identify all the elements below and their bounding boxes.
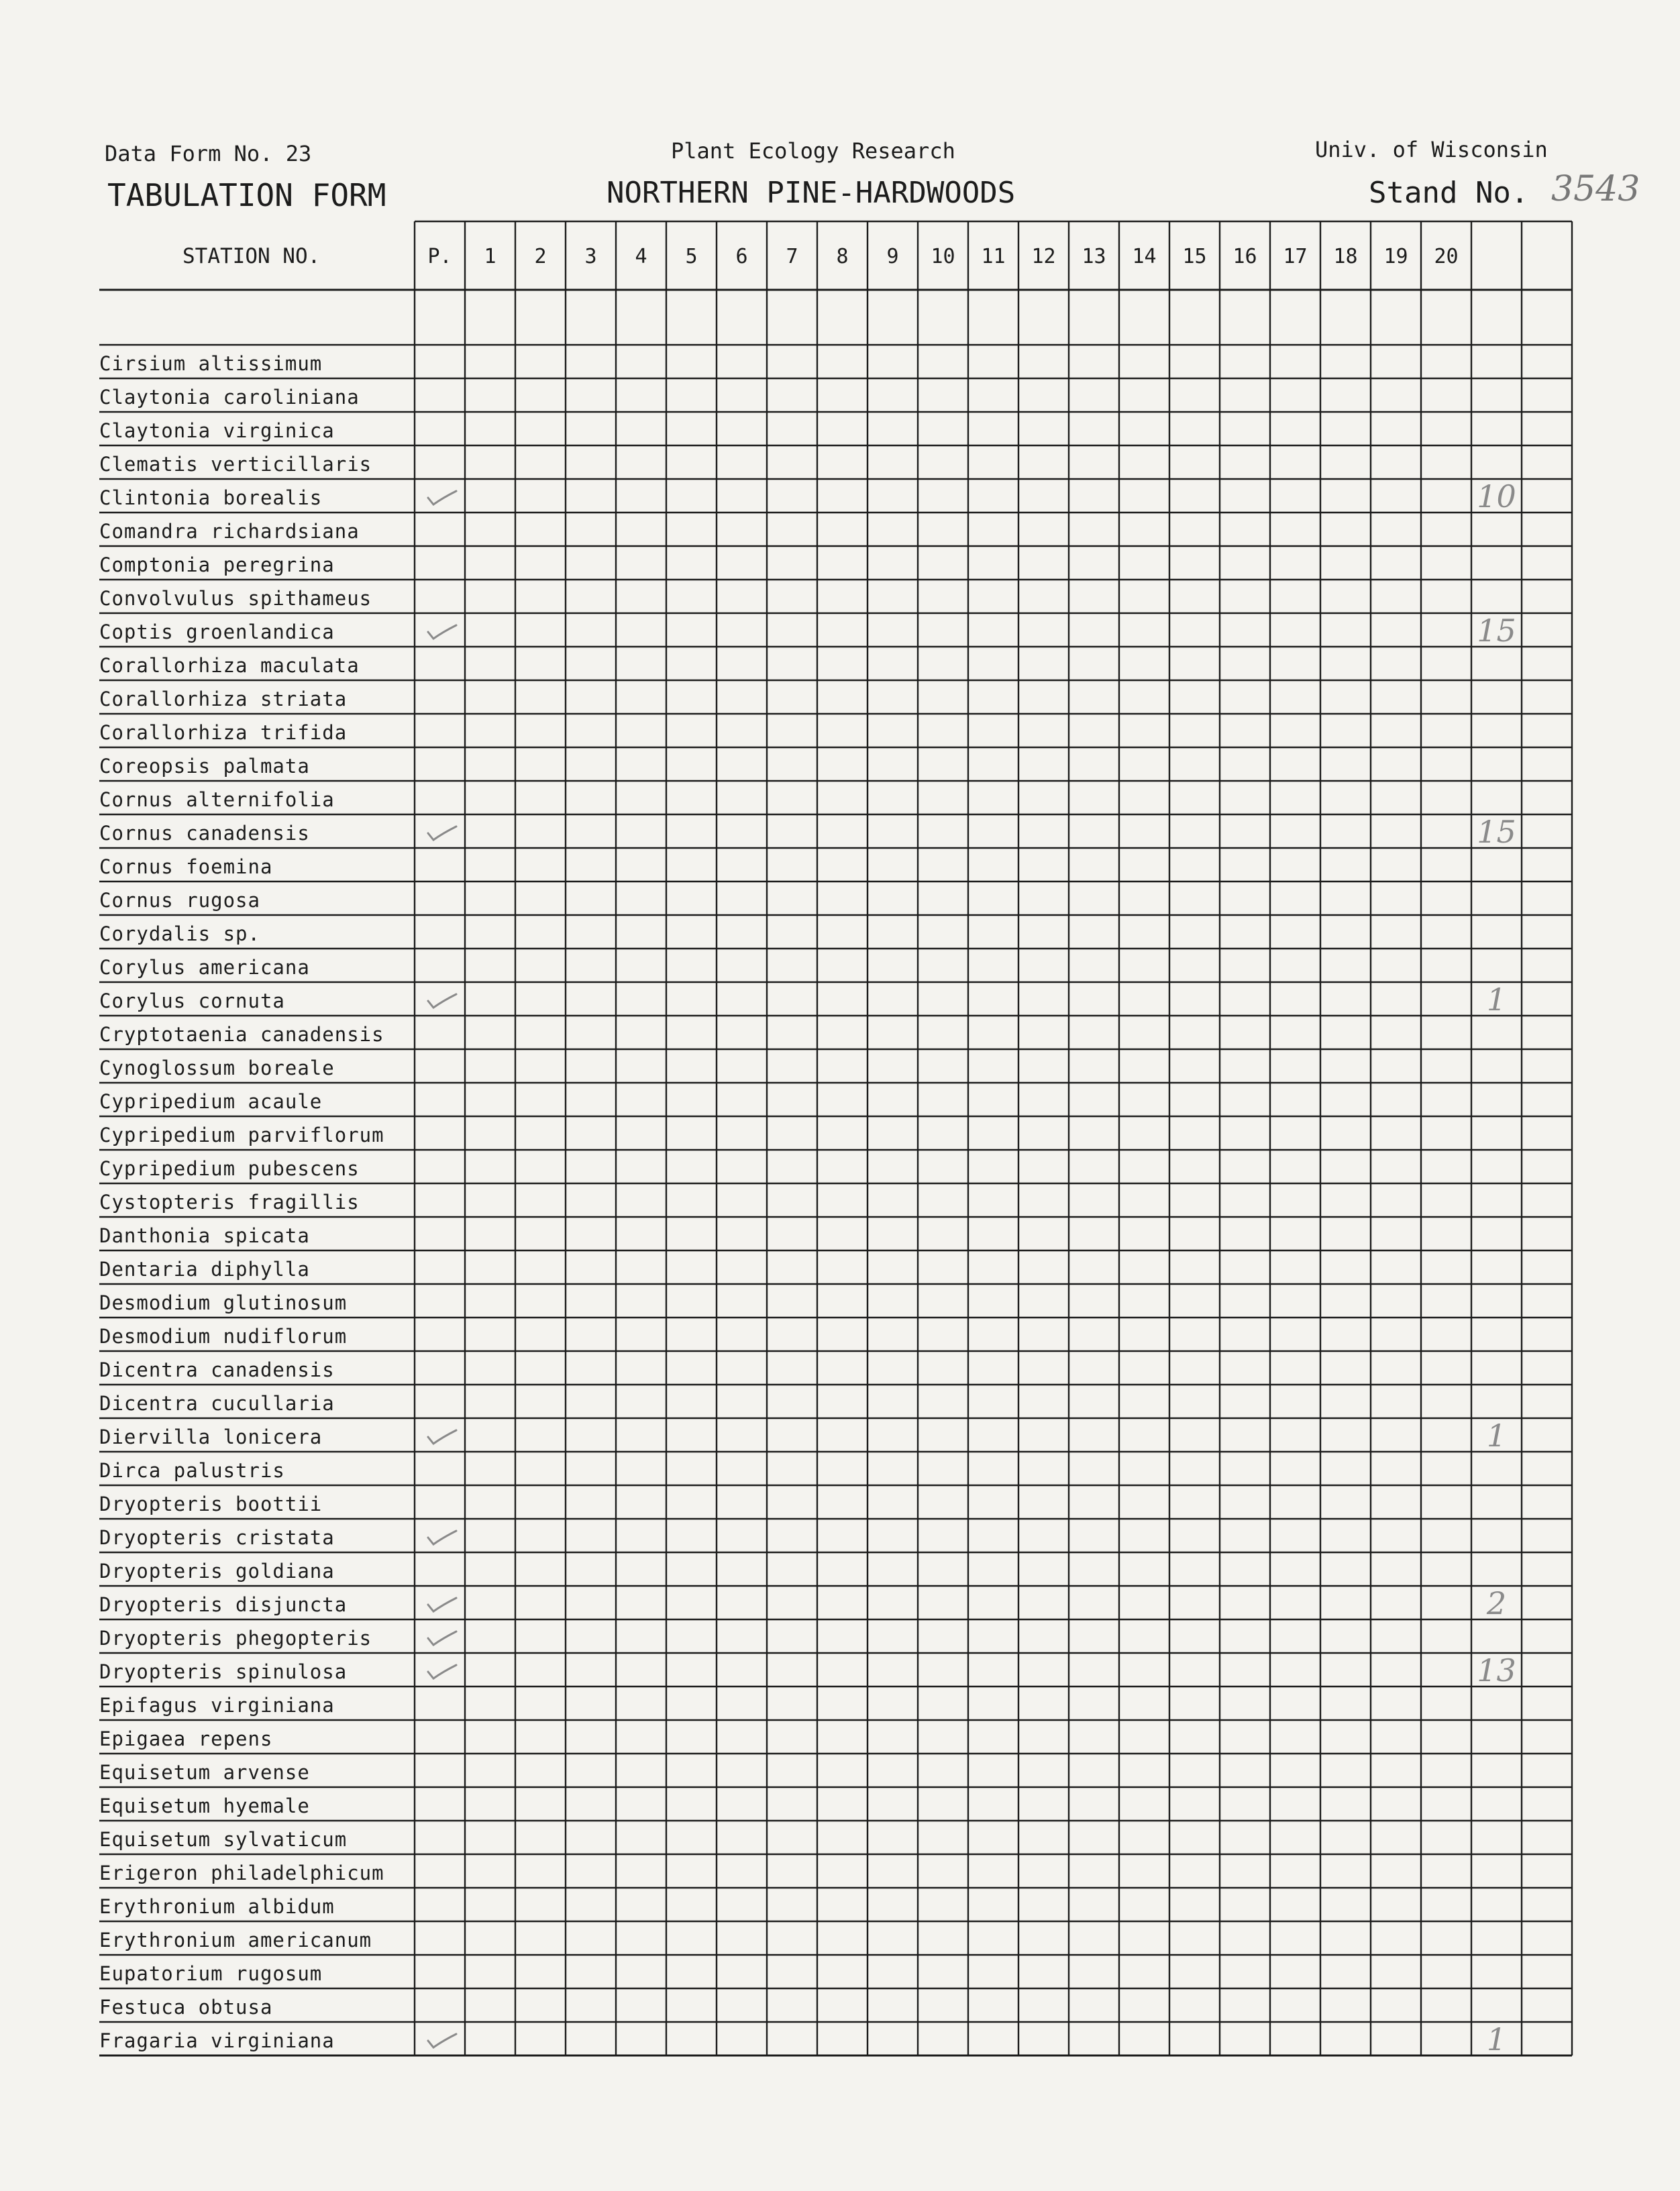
column-header: 7 <box>786 245 798 268</box>
species-name: Corylus americana <box>99 956 310 979</box>
species-name: Cryptotaenia canadensis <box>99 1023 384 1046</box>
species-name: Claytonia caroliniana <box>99 386 360 409</box>
column-header: 4 <box>635 245 647 268</box>
column-header: 2 <box>534 245 547 268</box>
column-header: 18 <box>1333 245 1358 268</box>
species-name: Dryopteris cristata <box>99 1526 335 1549</box>
species-name: Epigaea repens <box>99 1727 273 1750</box>
presence-checkmark <box>428 1430 456 1444</box>
column-header: 17 <box>1283 245 1308 268</box>
species-name: Claytonia virginica <box>99 419 335 442</box>
species-name: Festuca obtusa <box>99 1996 273 2019</box>
species-name: Clematis verticillaris <box>99 453 372 476</box>
column-header: 12 <box>1031 245 1056 268</box>
species-name: Epifagus virginiana <box>99 1694 335 1717</box>
frequency-value: 1 <box>1486 981 1507 1018</box>
stand-number: 3543 <box>1551 169 1640 209</box>
species-name: Cornus rugosa <box>99 889 260 912</box>
species-name: Danthonia spicata <box>99 1224 310 1247</box>
species-name: Dentaria diphylla <box>99 1258 310 1281</box>
presence-checkmark <box>428 994 456 1008</box>
species-name: Dryopteris boottii <box>99 1493 323 1515</box>
species-name: Cornus canadensis <box>99 822 310 845</box>
station-no-header: STATION NO. <box>182 244 321 268</box>
species-name: Cypripedium parviflorum <box>99 1124 384 1146</box>
species-name: Coreopsis palmata <box>99 755 310 778</box>
species-name: Dicentra cucullaria <box>99 1392 335 1415</box>
frequency-value: 1 <box>1486 2021 1507 2058</box>
presence-checkmark <box>428 1531 456 1544</box>
presence-checkmark <box>428 491 456 504</box>
species-name: Corylus cornuta <box>99 990 285 1012</box>
species-name: Dicentra canadensis <box>99 1358 335 1381</box>
species-name: Desmodium glutinosum <box>99 1291 348 1314</box>
column-header: 3 <box>584 245 597 268</box>
column-header: 16 <box>1232 245 1257 268</box>
presence-checkmark <box>428 1632 456 1645</box>
species-name: Cypripedium acaule <box>99 1090 323 1113</box>
species-name: Corallorhiza trifida <box>99 721 348 744</box>
species-name: Cornus alternifolia <box>99 788 335 811</box>
column-header: 10 <box>931 245 955 268</box>
species-name: Cypripedium pubescens <box>99 1157 360 1180</box>
species-name: Dryopteris goldiana <box>99 1560 335 1583</box>
species-name: Fragaria virginiana <box>99 2029 335 2052</box>
community-title: NORTHERN PINE-HARDWOODS <box>607 176 1016 210</box>
form-number: Data Form No. 23 <box>105 141 312 166</box>
species-name: Dryopteris spinulosa <box>99 1660 348 1683</box>
column-header: 6 <box>735 245 748 268</box>
species-name: Equisetum arvense <box>99 1761 310 1784</box>
species-name: Diervilla lonicera <box>99 1426 323 1448</box>
organization: Plant Ecology Research <box>671 138 955 164</box>
form-title: TABULATION FORM <box>107 177 386 213</box>
species-name: Erythronium albidum <box>99 1895 335 1918</box>
column-header: 1 <box>484 245 496 268</box>
column-header: 11 <box>981 245 1006 268</box>
species-name: Cynoglossum boreale <box>99 1057 335 1079</box>
frequency-value: 2 <box>1486 1585 1507 1621</box>
species-name: Dirca palustris <box>99 1459 285 1482</box>
species-name: Equisetum hyemale <box>99 1795 310 1817</box>
species-name: Corydalis sp. <box>99 922 260 945</box>
species-name: Comandra richardsiana <box>99 520 360 543</box>
column-header: 8 <box>836 245 849 268</box>
presence-checkmark <box>428 826 456 840</box>
species-name: Cystopteris fragillis <box>99 1191 360 1214</box>
species-name: Corallorhiza striata <box>99 688 348 710</box>
frequency-value: 15 <box>1477 814 1516 850</box>
species-name: Corallorhiza maculata <box>99 654 360 677</box>
column-header: 19 <box>1383 245 1408 268</box>
frequency-value: 13 <box>1477 1652 1516 1689</box>
presence-checkmark <box>428 625 456 639</box>
presence-checkmark <box>428 1665 456 1678</box>
species-name: Comptonia peregrina <box>99 553 335 576</box>
column-header: 5 <box>685 245 698 268</box>
species-name: Equisetum sylvaticum <box>99 1828 348 1851</box>
species-name: Clintonia borealis <box>99 486 323 509</box>
column-header: 20 <box>1434 245 1459 268</box>
species-name: Coptis groenlandica <box>99 621 335 643</box>
presence-checkmark <box>428 2034 456 2047</box>
species-name: Erythronium americanum <box>99 1929 372 1952</box>
species-name: Cornus foemina <box>99 855 273 878</box>
species-name: Desmodium nudiflorum <box>99 1325 348 1348</box>
column-header: 13 <box>1082 245 1106 268</box>
species-name: Cirsium altissimum <box>99 352 323 375</box>
stand-label: Stand No. <box>1369 176 1529 210</box>
species-name: Dryopteris phegopteris <box>99 1627 372 1650</box>
university: Univ. of Wisconsin <box>1315 137 1548 162</box>
species-name: Eupatorium rugosum <box>99 1962 323 1985</box>
frequency-value: 1 <box>1486 1418 1507 1454</box>
frequency-value: 15 <box>1477 612 1516 649</box>
species-name: Dryopteris disjuncta <box>99 1593 348 1616</box>
column-header: 15 <box>1182 245 1207 268</box>
species-name: Convolvulus spithameus <box>99 587 372 610</box>
column-header: P. <box>427 245 452 268</box>
column-header: 9 <box>886 245 899 268</box>
presence-checkmark <box>428 1598 456 1611</box>
column-header: 14 <box>1132 245 1157 268</box>
species-name: Erigeron philadelphicum <box>99 1862 384 1884</box>
frequency-value: 10 <box>1477 478 1516 515</box>
